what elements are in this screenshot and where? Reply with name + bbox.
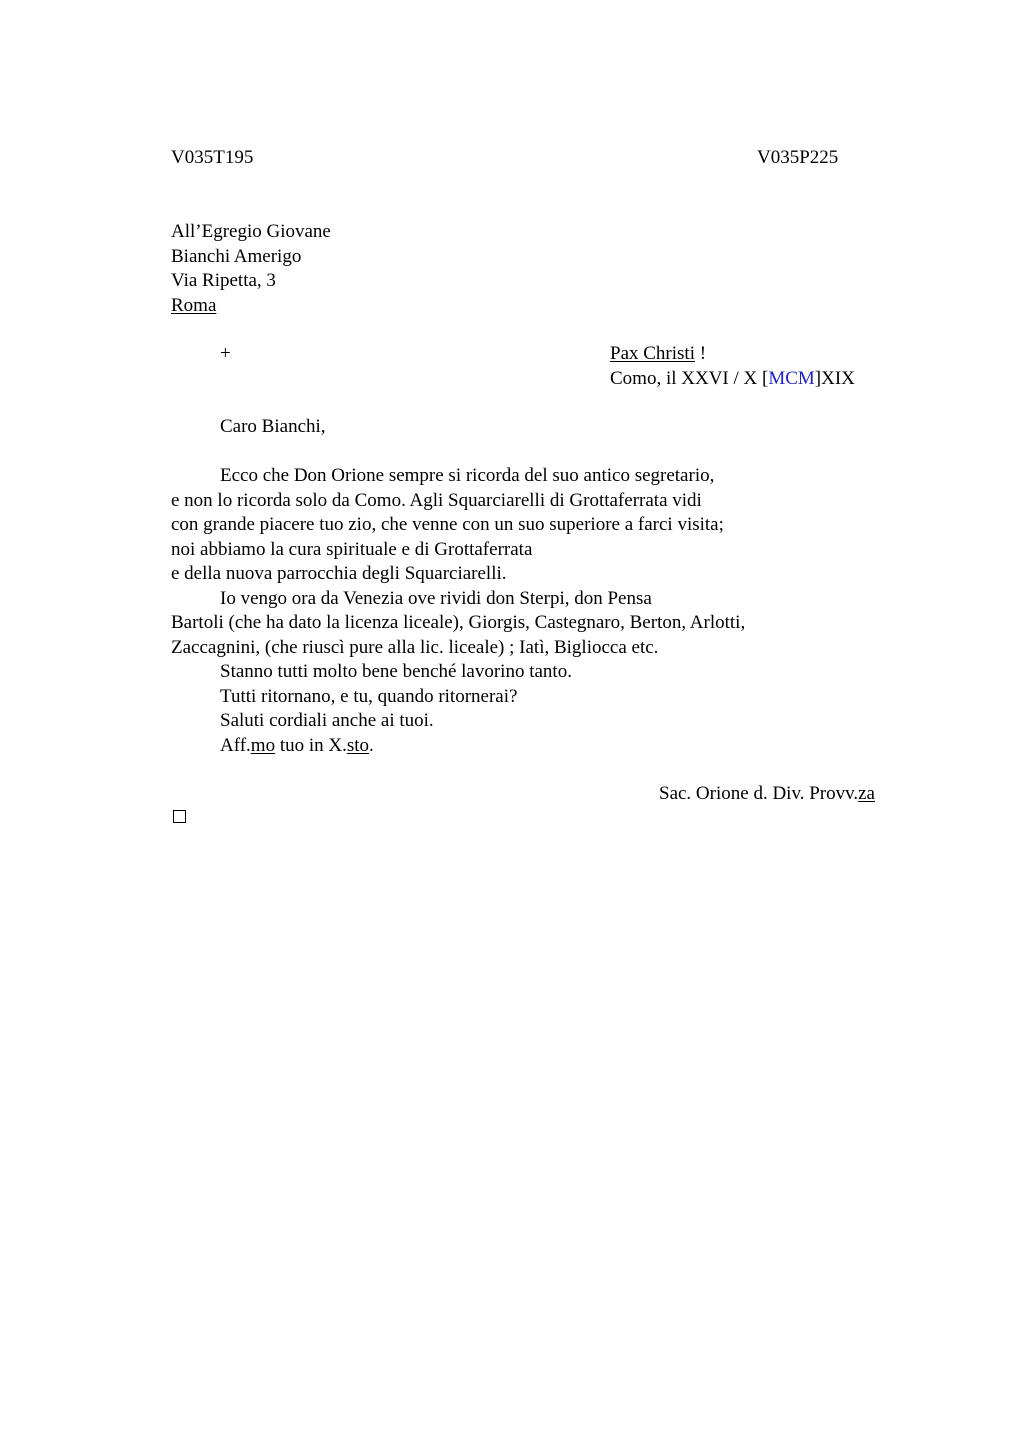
body-line: Tutti ritornano, e tu, quando ritornerai? [220,685,518,707]
body-line: Zaccagnini, (che riuscì pure alla lic. liceale) ; Iatì, Bigliocca etc. [171,636,659,658]
body-line: noi abbiamo la cura spirituale e di Grottaferrata [171,538,533,560]
body-line: e della nuova parrocchia degli Squarciarelli. [171,563,507,584]
signature-suffix: za [858,783,875,804]
address-line-1: All’Egregio Giovane [171,221,331,242]
date-suffix: ]XIX [814,367,855,389]
date-line [610,367,855,392]
recipient-address [171,220,331,318]
body-line: e non lo ricorda solo da Como. Agli Squarciarelli di Grottaferrata vidi [171,489,702,511]
greeting: Caro Bianchi, [220,416,326,437]
closing-line [171,734,745,759]
body-line: con grande piacere tuo zio, che venne con un suo superiore a farci visita; [171,514,724,535]
letter-body [171,464,745,758]
pax-line [610,342,855,367]
closing-superscript-sto: sto [346,734,370,756]
reference-code-left: V035T195 [171,147,254,168]
closing-part: . [369,734,374,756]
date-prefix: Como, il XXVI / X [ [610,367,769,389]
signature [659,782,875,807]
address-line-2: Bianchi Amerigo [171,245,302,267]
body-line: Saluti cordiali anche ai tuoi. [220,710,434,731]
address-city: Roma [171,294,217,316]
closing-part: Aff. [220,734,251,756]
body-line: Stanno tutti molto bene benché lavorino tanto. [220,661,572,682]
address-line-3: Via Ripetta, 3 [171,270,276,291]
cross-symbol: + [220,343,231,364]
closing-part: tuo in X. [275,734,347,756]
date-editorial-insert: MCM [768,367,815,389]
pax-suffix: ! [694,343,707,364]
dateline [610,342,855,391]
closing-superscript-mo: mo [250,734,276,756]
end-box-icon [173,810,186,823]
body-line: Bartoli (che ha dato la licenza liceale), Giorgis, Castegnaro, Berton, Arlotti, [171,612,746,633]
reference-code-right: V035P225 [757,147,839,168]
body-line: Ecco che Don Orione sempre si ricorda del suo antico segretario, [220,465,715,486]
signature-main: Sac. Orione d. Div. Provv. [659,783,859,804]
pax-christi: Pax Christi [610,343,695,364]
body-line: Io vengo ora da Venezia ove rividi don Sterpi, don Pensa [220,587,652,609]
